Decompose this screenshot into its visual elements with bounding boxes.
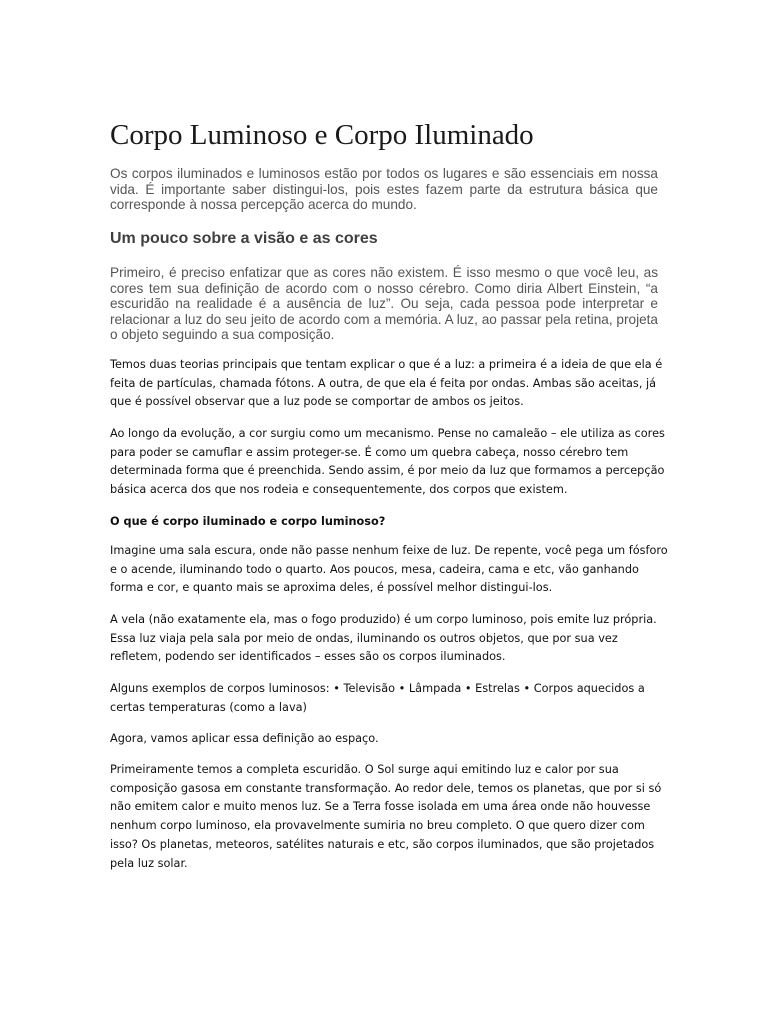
section-heading: Um pouco sobre a visão e as cores: [110, 230, 378, 247]
paragraph-space: Agora, vamos aplicar essa definição ao espaço.: [110, 732, 379, 745]
paragraph-sun: Primeiramente temos a completa escuridão. O Sol surge aqui emitindo luz e calor por sua composição gasosa em constante transformação. Ao redor dele, temos os planetas, que por si só não emitem calor e muito menos luz. Se a Terra fosse isolada em uma área onde não houvesse nenhum corpo luminoso, ela provavelmente sumiria no breu completo. O que quero dizer com isso? Os planetas, meteoros, satélites naturais e etc, são corpos iluminados, que são projetados pela luz solar.: [110, 763, 662, 870]
paragraph-examples: Alguns exemplos de corpos luminosos: • Televisão • Lâmpada • Estrelas • Corpos aquecidos a certas temperaturas (como a lava): [110, 682, 645, 714]
document-title: Corpo Luminoso e Corpo Iluminado: [110, 119, 534, 151]
paragraph-room: Imagine uma sala escura, onde não passe nenhum feixe de luz. De repente, você pega um fósforo e o acende, iluminando todo o quarto. Aos poucos, mesa, cadeira, cama e etc, vão ganhando forma e cor, e quanto mais se aproxima deles, é possível melhor distingui-los.: [110, 544, 668, 595]
paragraph-candle: A vela (não exatamente ela, mas o fogo produzido) é um corpo luminoso, pois emite luz própria. Essa luz viaja pela sala por meio de ondas, iluminando os outros objetos, que por sua vez refletem, podendo ser identificados – esses são os corpos iluminados.: [110, 613, 657, 664]
paragraph-evolution: Ao longo da evolução, a cor surgiu como um mecanismo. Pense no camaleão – ele utiliza as cores para poder se camuflar e assim proteger-se. É como um quebra cabeça, nosso cérebro tem determinada forma que é preenchida. Sendo assim, é por meio da luz que formamos a percepção básica acerca dos que nos rodeia e consequentemente, dos corpos que existem.: [110, 427, 665, 497]
subheading: O que é corpo iluminado e corpo luminoso?: [110, 515, 386, 528]
paragraph-theories: Temos duas teorias principais que tentam explicar o que é a luz: a primeira é a ideia de que ela é feita de partículas, chamada fótons. A outra, de que ela é feita por ondas. Ambas são aceitas, já que é possível observar que a luz pode se comportar de ambos os jeitos.: [110, 358, 663, 409]
intro-paragraph: Os corpos iluminados e luminosos estão por todos os lugares e são essenciais em nossa vida. É importante saber distingui-los, pois estes fazem parte da estrutura básica que corresponde à nossa percepção acerca do mundo.: [110, 166, 658, 212]
section-paragraph: Primeiro, é preciso enfatizar que as cores não existem. É isso mesmo o que você leu, as cores tem sua definição de acordo com o nosso cérebro. Como diria Albert Einstein, “a escuridão na realidade é a ausência de luz”. Ou seja, cada pessoa pode interpretar e relacionar a luz do seu jeito de acordo com a memória. A luz, ao passar pela retina, projeta o objeto seguindo a sua composição.: [110, 265, 658, 342]
